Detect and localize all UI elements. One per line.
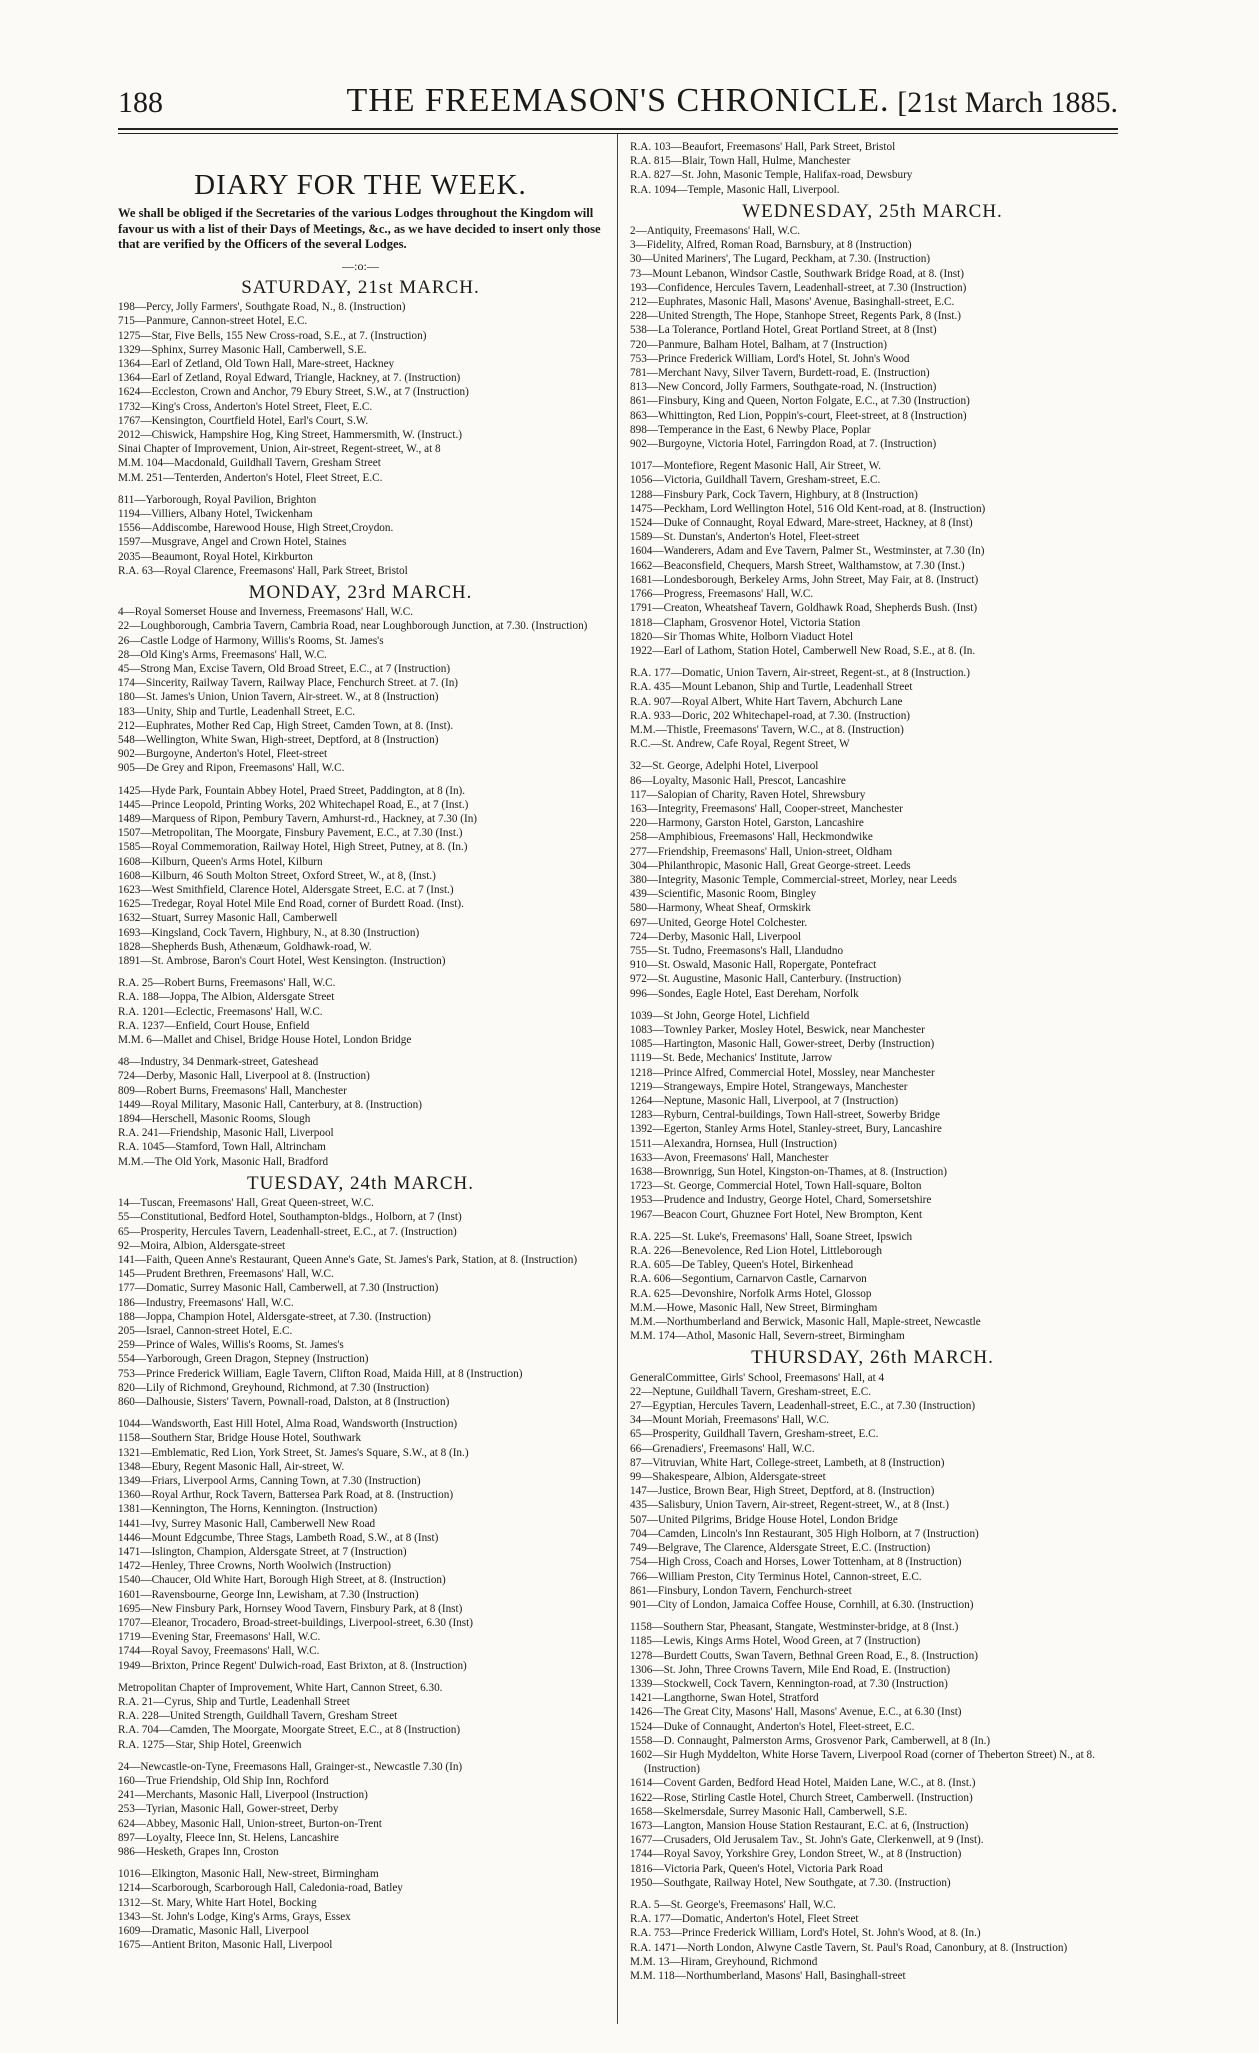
diary-entry: 1475—Peckham, Lord Wellington Hotel, 516 Old Kent-road, at 8. (Instruction) bbox=[630, 502, 986, 515]
diary-entry: 14—Tuscan, Freemasons' Hall, Great Queen-street, W.C. bbox=[118, 1197, 374, 1210]
diary-entry: 1445—Prince Leopold, Printing Works, 202 Whitechapel Road, E., at 7 (Inst.) bbox=[118, 798, 469, 811]
diary-entry: R.A. 1471—North London, Alwyne Castle Tavern, St. Paul's Road, Canonbury, at 8. (Instruction) bbox=[630, 1941, 1068, 1954]
diary-entry: 1675—Antient Briton, Masonic Hall, Liverpool bbox=[118, 1939, 333, 1952]
entry-group bbox=[118, 1867, 603, 1952]
saturday-heading: SATURDAY, 21st MARCH. bbox=[241, 276, 480, 298]
diary-entry: R.A. 933—Doric, 202 Whitechapel-road, at 7.30. (Instruction) bbox=[630, 709, 911, 722]
diary-entry: 258—Amphibious, Freemasons' Hall, Heckmondwike bbox=[630, 831, 873, 844]
diary-entry: 22—Neptune, Guildhall Tavern, Gresham-street, E.C. bbox=[630, 1385, 872, 1398]
diary-entry: 1511—Alexandra, Hornsea, Hull (Instruction) bbox=[630, 1137, 837, 1150]
wednesday-list bbox=[630, 224, 1115, 1343]
diary-entry: 1421—Langthorne, Swan Hotel, Stratford bbox=[630, 1692, 819, 1705]
diary-entry: M.M. 118—Northumberland, Masons' Hall, Basinghall-street bbox=[630, 1969, 906, 1982]
diary-entry: 809—Robert Burns, Freemasons' Hall, Manchester bbox=[118, 1084, 347, 1097]
diary-entry: 2—Antiquity, Freemasons' Hall, W.C. bbox=[630, 225, 801, 238]
diary-entry: M.M.—Howe, Masonic Hall, New Street, Birmingham bbox=[630, 1301, 878, 1314]
left-column bbox=[118, 144, 603, 1960]
diary-entry: 1540—Chaucer, Old White Hart, Borough High Street, at 8. (Instruction) bbox=[118, 1574, 446, 1587]
diary-entry: 34—Mount Moriah, Freemasons' Hall, W.C. bbox=[630, 1414, 830, 1427]
diary-entry: R.A. 1275—Star, Ship Hotel, Greenwich bbox=[118, 1738, 302, 1751]
entry-group bbox=[118, 1681, 603, 1752]
diary-entry: M.M.—Thistle, Freemasons' Tavern, W.C., at 8. (Instruction) bbox=[630, 723, 904, 736]
diary-entry: 99—Shakespeare, Albion, Aldersgate-street bbox=[630, 1471, 826, 1484]
diary-intro: We shall be obliged if the Secretaries of the various Lodges throughout the Kingdom will favour us with a list of their Days of Meetings, &c., as we have decided to insert only those that are verified by the Officers of the several Lodges. bbox=[118, 206, 601, 252]
diary-entry: 1622—Rose, Stirling Castle Hotel, Church Street, Camberwell. (Instruction) bbox=[630, 1791, 973, 1804]
diary-entry: R.A. 226—Benevolence, Red Lion Hotel, Littleborough bbox=[630, 1245, 882, 1258]
entry-group bbox=[118, 1760, 603, 1859]
diary-entry: R.A. 753—Prince Frederick William, Lord's Hotel, St. John's Wood, at 8. (In.) bbox=[630, 1927, 981, 1940]
diary-entry: 1891—St. Ambrose, Baron's Court Hotel, West Kensington. (Instruction) bbox=[118, 955, 446, 968]
diary-entry: 753—Prince Frederick William, Eagle Tavern, Clifton Road, Maida Hill, at 8 (Instruction) bbox=[118, 1367, 523, 1380]
diary-entry: 1677—Crusaders, Old Jerusalem Tav., St. John's Gate, Clerkenwell, at 9 (Inst). bbox=[630, 1834, 984, 1847]
diary-entry: 1614—Covent Garden, Bedford Head Hotel, Maiden Lane, W.C., at 8. (Inst.) bbox=[630, 1777, 976, 1790]
diary-entry: 1766—Progress, Freemasons' Hall, W.C. bbox=[630, 588, 814, 601]
diary-entry: 1364—Earl of Zetland, Royal Edward, Triangle, Hackney, at 7. (Instruction) bbox=[118, 372, 461, 385]
diary-entry: 1744—Royal Savoy, Freemasons' Hall, W.C. bbox=[118, 1645, 320, 1658]
diary-entry: R.A. 625—Devonshire, Norfolk Arms Hotel, Glossop bbox=[630, 1287, 872, 1300]
diary-entry: 1381—Kennington, The Horns, Kennington. (Instruction) bbox=[118, 1503, 378, 1516]
diary-entry: 1056—Victoria, Guildhall Tavern, Gresham-street, E.C. bbox=[630, 474, 881, 487]
header-rule bbox=[118, 128, 1118, 130]
diary-entry: 1589—St. Dunstan's, Anderton's Hotel, Fleet-street bbox=[630, 531, 860, 544]
diary-entry: 253—Tyrian, Masonic Hall, Gower-street, Derby bbox=[118, 1803, 339, 1816]
diary-entry: 1625—Tredegar, Royal Hotel Mile End Road, corner of Burdett Road. (Inst). bbox=[118, 898, 464, 911]
diary-entry: 720—Panmure, Balham Hotel, Balham, at 7 (Instruction) bbox=[630, 338, 887, 351]
diary-entry: 147—Justice, Brown Bear, High Street, Deptford, at 8. (Instruction) bbox=[630, 1485, 935, 1498]
diary-entry: R.A. 188—Joppa, The Albion, Aldersgate Street bbox=[118, 991, 335, 1004]
diary-entry: 26—Castle Lodge of Harmony, Willis's Rooms, St. James's bbox=[118, 634, 384, 647]
diary-entry: R.A. 1201—Eclectic, Freemasons' Hall, W.C. bbox=[118, 1005, 323, 1018]
diary-entry: 507—United Pilgrims, Bridge House Hotel, London Bridge bbox=[630, 1513, 898, 1526]
diary-entry: 1219—Strangeways, Empire Hotel, Strangeways, Manchester bbox=[630, 1080, 908, 1093]
diary-entry: R.A. 606—Segontium, Carnarvon Castle, Carnarvon bbox=[630, 1273, 867, 1286]
diary-entry: 1818—Clapham, Grosvenor Hotel, Victoria Station bbox=[630, 616, 861, 629]
diary-entry: 1791—Creaton, Wheatsheaf Tavern, Goldhawk Road, Shepherds Bush. (Inst) bbox=[630, 602, 978, 615]
diary-entry: R.A. 5—St. George's, Freemasons' Hall, W.C. bbox=[630, 1898, 836, 1911]
diary-entry: 1158—Southern Star, Pheasant, Stangate, Westminster-bridge, at 8 (Inst.) bbox=[630, 1621, 959, 1634]
diary-entry: 548—Wellington, White Swan, High-street, Deptford, at 8 (Instruction) bbox=[118, 734, 439, 746]
diary-entry: 1472—Henley, Three Crowns, North Woolwich (Instruction) bbox=[118, 1560, 391, 1573]
diary-entry: 1632—Stuart, Surrey Masonic Hall, Camberwell bbox=[118, 912, 338, 925]
diary-entry: 1602—Sir Hugh Myddelton, White Horse Tavern, Liverpool Road (corner of Theberton Street) N., at 8. (Instruction) bbox=[630, 1748, 1095, 1776]
diary-entry: 48—Industry, 34 Denmark-street, Gateshead bbox=[118, 1056, 319, 1069]
page-number: 188 bbox=[118, 86, 163, 119]
diary-entry: R.A. 228—United Strength, Guildhall Tavern, Gresham Street bbox=[118, 1710, 398, 1723]
diary-entry: M.M. 174—Athol, Masonic Hall, Severn-street, Birmingham bbox=[630, 1330, 905, 1343]
diary-entry: 1218—Prince Alfred, Commercial Hotel, Mossley, near Manchester bbox=[630, 1066, 935, 1079]
diary-entry: 1723—St. George, Commercial Hotel, Town Hall-square, Bolton bbox=[630, 1180, 922, 1193]
diary-entry: 1609—Dramatic, Masonic Hall, Liverpool bbox=[118, 1925, 310, 1938]
entry-group bbox=[630, 759, 1115, 1000]
diary-entry: 86—Loyalty, Masonic Hall, Prescot, Lancashire bbox=[630, 774, 846, 787]
diary-entry: R.A. 605—De Tabley, Queen's Hotel, Birkenhead bbox=[630, 1259, 854, 1272]
diary-entry: 754—High Cross, Coach and Horses, Lower Tottenham, at 8 (Instruction) bbox=[630, 1556, 962, 1569]
diary-entry: 65—Prosperity, Guildhall Tavern, Gresham-street, E.C. bbox=[630, 1428, 879, 1441]
diary-entry: 755—St. Tudno, Freemasons's Hall, Llandudno bbox=[630, 944, 844, 957]
diary-entry: 228—United Strength, The Hope, Stanhope Street, Regents Park, 8 (Inst.) bbox=[630, 310, 962, 323]
diary-entry: 24—Newcastle-on-Tyne, Freemasons Hall, Grainger-st., Newcastle 7.30 (In) bbox=[118, 1760, 463, 1773]
diary-entry: 1329—Sphinx, Surrey Masonic Hall, Camberwell, S.E. bbox=[118, 343, 367, 356]
entry-group bbox=[630, 1371, 1115, 1612]
diary-entry: 1449—Royal Military, Masonic Hall, Canterbury, at 8. (Instruction) bbox=[118, 1098, 422, 1111]
diary-entry: 2035—Beaumont, Royal Hotel, Kirkburton bbox=[118, 550, 313, 563]
monday-heading: MONDAY, 23rd MARCH. bbox=[248, 581, 473, 603]
newspaper-page bbox=[118, 80, 1118, 2034]
diary-entry: 554—Yarborough, Green Dragon, Stepney (Instruction) bbox=[118, 1353, 369, 1366]
diary-entry: 1039—St John, George Hotel, Lichfield bbox=[630, 1009, 810, 1022]
diary-entry: 1820—Sir Thomas White, Holborn Viaduct Hotel bbox=[630, 630, 854, 643]
diary-entry: 73—Mount Lebanon, Windsor Castle, Southwark Bridge Road, at 8. (Inst) bbox=[630, 267, 964, 280]
diary-entry: 66—Grenadiers', Freemasons' Hall, W.C. bbox=[630, 1442, 815, 1455]
diary-entry: R.A. 1045—Stamford, Town Hall, Altrincham bbox=[118, 1141, 326, 1154]
diary-entry: R.A. 177—Domatic, Anderton's Hotel, Fleet Street bbox=[630, 1913, 859, 1926]
diary-entry: 1264—Neptune, Masonic Hall, Liverpool, at 7 (Instruction) bbox=[630, 1095, 899, 1107]
entry-group bbox=[118, 1417, 603, 1673]
diary-entry: 724—Derby, Masonic Hall, Liverpool bbox=[630, 930, 802, 943]
tuesday-continued-list bbox=[630, 140, 1115, 197]
diary-entry: 986—Hesketh, Grapes Inn, Croston bbox=[118, 1846, 279, 1859]
diary-entry: 1767—Kensington, Courtfield Hotel, Earl's Court, S.W. bbox=[118, 414, 369, 427]
entry-group bbox=[630, 224, 1115, 451]
diary-entry: 996—Sondes, Eagle Hotel, East Dereham, Norfolk bbox=[630, 987, 859, 1000]
diary-entry: 1953—Prudence and Industry, George Hotel, Chard, Somersetshire bbox=[630, 1194, 932, 1207]
diary-entry: 1681—Londesborough, Berkeley Arms, John Street, May Fair, at 8. (Instruct) bbox=[630, 573, 979, 586]
saturday-list bbox=[118, 300, 603, 578]
diary-entry: R.A. 225—St. Luke's, Freemasons' Hall, Soane Street, Ipswich bbox=[630, 1230, 913, 1243]
diary-entry: 188—Joppa, Champion Hotel, Aldersgate-street, at 7.30. (Instruction) bbox=[118, 1310, 431, 1323]
diary-entry: 1471—Islington, Champion, Aldersgate Street, at 7 (Instruction) bbox=[118, 1545, 407, 1558]
diary-entry: 1016—Elkington, Masonic Hall, New-street, Birmingham bbox=[118, 1868, 379, 1881]
thursday-list bbox=[630, 1371, 1115, 1984]
diary-entry: 183—Unity, Ship and Turtle, Leadenhall Street, E.C. bbox=[118, 705, 355, 718]
thursday-heading: THURSDAY, 26th MARCH. bbox=[751, 1347, 994, 1369]
diary-entry: 1044—Wandsworth, East Hill Hotel, Alma Road, Wandsworth (Instruction) bbox=[118, 1418, 458, 1431]
diary-entry: 1604—Wanderers, Adam and Eve Tavern, Palmer St., Westminster, at 7.30 (In) bbox=[630, 545, 985, 558]
diary-entry: 861—Finsbury, King and Queen, Norton Folgate, E.C., at 7.30 (Instruction) bbox=[630, 395, 970, 408]
wednesday-heading: WEDNESDAY, 25th MARCH. bbox=[742, 200, 1003, 222]
diary-entry: 304—Philanthropic, Masonic Hall, Great George-street. Leeds bbox=[630, 859, 911, 872]
diary-entry: 1633—Avon, Freemasons' Hall, Manchester bbox=[630, 1151, 829, 1164]
diary-entry: 1524—Duke of Connaught, Royal Edward, Mare-street, Hackney, at 8 (Inst) bbox=[630, 517, 973, 530]
diary-entry: 749—Belgrave, The Clarence, Aldersgate Street, E.C. (Instruction) bbox=[630, 1542, 931, 1555]
diary-entry: 1278—Burdett Coutts, Swan Tavern, Bethnal Green Road, E., 8. (Instruction) bbox=[630, 1649, 978, 1662]
diary-entry: 1719—Evening Star, Freemasons' Hall, W.C. bbox=[118, 1631, 321, 1644]
column-divider bbox=[617, 134, 618, 2024]
diary-entry: R.A. 21—Cyrus, Ship and Turtle, Leadenhall Street bbox=[118, 1696, 350, 1708]
entry-group bbox=[118, 784, 603, 969]
diary-entry: R.A. 704—Camden, The Moorgate, Moorgate Street, E.C., at 8 (Instruction) bbox=[118, 1724, 461, 1737]
entry-group bbox=[630, 666, 1115, 751]
diary-entry: M.M. 6—Mallet and Chisel, Bridge House Hotel, London Bridge bbox=[118, 1034, 412, 1047]
diary-entry: 32—St. George, Adelphi Hotel, Liverpool bbox=[630, 760, 819, 773]
diary-entry: 1732—King's Cross, Anderton's Hotel Street, Fleet, E.C. bbox=[118, 400, 373, 413]
diary-entry: 697—United, George Hotel Colchester. bbox=[630, 916, 808, 929]
diary-entry: Sinai Chapter of Improvement, Union, Air-street, Regent-street, W., at 8 bbox=[118, 443, 441, 456]
diary-entry: 813—New Concord, Jolly Farmers, Southgate-road, N. (Instruction) bbox=[630, 381, 937, 394]
diary-entry: 30—United Mariners', The Lugard, Peckham, at 7.30. (Instruction) bbox=[630, 253, 931, 266]
diary-entry: 1085—Hartington, Masonic Hall, Gower-street, Derby (Instruction) bbox=[630, 1038, 935, 1051]
diary-entry: 1707—Eleanor, Trocadero, Broad-street-buildings, Liverpool-street, 6.30 (Inst) bbox=[118, 1616, 473, 1629]
entry-group bbox=[630, 140, 1115, 197]
diary-entry: 380—Integrity, Masonic Temple, Commercial-street, Morley, near Leeds bbox=[630, 873, 957, 886]
diary-entry: 87—Vitruvian, White Hart, College-street, Lambeth, at 8 (Instruction) bbox=[630, 1456, 945, 1469]
diary-entry: 1426—The Great City, Masons' Hall, Masons' Avenue, E.C., at 6.30 (Inst) bbox=[630, 1706, 962, 1719]
diary-entry: 141—Faith, Queen Anne's Restaurant, Queen Anne's Gate, St. James's Park, Station, at 8. (Instruction) bbox=[118, 1253, 578, 1266]
separator: —:o:— bbox=[342, 258, 379, 273]
diary-entry: 1158—Southern Star, Bridge House Hotel, Southwark bbox=[118, 1432, 362, 1445]
diary-entry: 439—Scientific, Masonic Room, Bingley bbox=[630, 888, 817, 901]
diary-entry: 1283—Ryburn, Central-buildings, Town Hall-street, Sowerby Bridge bbox=[630, 1109, 940, 1122]
diary-entry: R.A. 435—Mount Lebanon, Ship and Turtle, Leadenhall Street bbox=[630, 681, 913, 694]
diary-entry: 1392—Egerton, Stanley Arms Hotel, Stanley-street, Bury, Lancashire bbox=[630, 1123, 942, 1136]
diary-entry: 3—Fidelity, Alfred, Roman Road, Barnsbury, at 8 (Instruction) bbox=[630, 239, 912, 252]
right-column bbox=[630, 140, 1115, 1991]
diary-entry: 820—Lily of Richmond, Greyhound, Richmond, at 7.30 (Instruction) bbox=[118, 1381, 430, 1394]
diary-entry: R.C.—St. Andrew, Cafe Royal, Regent Street, W bbox=[630, 738, 850, 751]
diary-entry: 145—Prudent Brethren, Freemasons' Hall, W.C. bbox=[118, 1268, 334, 1281]
page-header bbox=[118, 80, 1118, 126]
diary-entry: 177—Domatic, Surrey Masonic Hall, Camberwell, at 7.30 (Instruction) bbox=[118, 1282, 439, 1295]
diary-entry: 220—Harmony, Garston Hotel, Garston, Lancashire bbox=[630, 817, 864, 830]
publication-title: THE FREEMASON'S CHRONICLE. bbox=[346, 82, 890, 119]
diary-entry: 897—Loyalty, Fleece Inn, St. Helens, Lancashire bbox=[118, 1831, 339, 1844]
diary-entry: 65—Prosperity, Hercules Tavern, Leadenhall-street, E.C., at 7. (Instruction) bbox=[118, 1225, 457, 1238]
diary-entry: 1275—Star, Five Bells, 155 New Cross-road, S.E., at 7. (Instruction) bbox=[118, 329, 427, 342]
diary-entry: 22—Loughborough, Cambria Tavern, Cambria Road, near Loughborough Junction, at 7.30. (Instruction) bbox=[118, 620, 588, 633]
tuesday-heading: TUESDAY, 24th MARCH. bbox=[247, 1172, 474, 1194]
diary-entry: 1638—Brownrigg, Sun Hotel, Kingston-on-Thames, at 8. (Instruction) bbox=[630, 1166, 947, 1179]
diary-entry: 1744—Royal Savoy, Yorkshire Grey, London Street, W., at 8 (Instruction) bbox=[630, 1848, 962, 1861]
diary-entry: 55—Constitutional, Bedford Hotel, Southampton-bldgs., Holborn, at 7 (Inst) bbox=[118, 1211, 462, 1224]
entry-group bbox=[630, 1898, 1115, 1983]
diary-entry: 1312—St. Mary, White Hart Hotel, Bocking bbox=[118, 1896, 317, 1909]
diary-entry: 1950—Southgate, Railway Hotel, New Southgate, at 7.30. (Instruction) bbox=[630, 1876, 951, 1889]
diary-entry: 1662—Beaconsfield, Chequers, Marsh Street, Walthamstow, at 7.30 (Inst.) bbox=[630, 559, 965, 572]
diary-entry: 902—Burgoyne, Victoria Hotel, Farringdon Road, at 7. (Instruction) bbox=[630, 438, 937, 451]
diary-title: DIARY FOR THE WEEK. bbox=[194, 169, 527, 201]
diary-entry: 860—Dalhousie, Sisters' Tavern, Pownall-road, Dalston, at 8 (Instruction) bbox=[118, 1395, 450, 1408]
diary-entry: 766—William Preston, City Terminus Hotel, Cannon-street, E.C. bbox=[630, 1570, 922, 1583]
diary-entry: 861—Finsbury, London Tavern, Fenchurch-street bbox=[630, 1584, 852, 1597]
diary-entry: 1348—Ebury, Regent Masonic Hall, Air-street, W. bbox=[118, 1460, 345, 1473]
monday-list bbox=[118, 605, 603, 1169]
diary-entry: 1083—Townley Parker, Mosley Hotel, Beswick, near Manchester bbox=[630, 1023, 925, 1036]
diary-entry: M.M. 13—Hiram, Greyhound, Richmond bbox=[630, 1955, 818, 1968]
diary-entry: R.A. 1094—Temple, Masonic Hall, Liverpool. bbox=[630, 183, 840, 196]
diary-entry: M.M. 251—Tenterden, Anderton's Hotel, Fleet Street, E.C. bbox=[118, 471, 383, 484]
entry-group bbox=[118, 300, 603, 485]
diary-entry: 27—Egyptian, Hercules Tavern, Leadenhall-street, E.C., at 7.30 (Instruction) bbox=[630, 1400, 976, 1413]
diary-entry: 1816—Victoria Park, Queen's Hotel, Victoria Park Road bbox=[630, 1862, 883, 1875]
diary-entry: 1623—West Smithfield, Clarence Hotel, Aldersgate Street, E.C. at 7 (Inst.) bbox=[118, 884, 454, 897]
diary-entry: R.A. 241—Friendship, Masonic Hall, Liverpool bbox=[118, 1127, 334, 1140]
entry-group bbox=[630, 459, 1115, 658]
diary-entry: 972—St. Augustine, Masonic Hall, Canterbury. (Instruction) bbox=[630, 973, 902, 986]
diary-entry: 905—De Grey and Ripon, Freemasons' Hall, W.C. bbox=[118, 762, 345, 775]
diary-entry: 1185—Lewis, Kings Arms Hotel, Wood Green, at 7 (Instruction) bbox=[630, 1635, 921, 1648]
diary-entry: 1922—Earl of Lathom, Station Hotel, Camberwell New Road, S.E., at 8. (In. bbox=[630, 644, 976, 657]
diary-entry: 898—Temperance in the East, 6 Newby Place, Poplar bbox=[630, 423, 871, 436]
entry-group bbox=[118, 493, 603, 578]
entry-group bbox=[118, 976, 603, 1047]
diary-entry: 180—St. James's Union, Union Tavern, Air-street. W., at 8 (Instruction) bbox=[118, 691, 439, 704]
diary-entry: 1425—Hyde Park, Fountain Abbey Hotel, Praed Street, Paddington, at 8 (In). bbox=[118, 784, 466, 797]
diary-entry: 1194—Villiers, Albany Hotel, Twickenham bbox=[118, 507, 313, 520]
diary-entry: 241—Merchants, Masonic Hall, Liverpool (Instruction) bbox=[118, 1789, 368, 1802]
diary-entry: 1693—Kingsland, Cock Tavern, Highbury, N., at 8.30 (Instruction) bbox=[118, 926, 420, 939]
diary-entry: 1695—New Finsbury Park, Hornsey Wood Tavern, Finsbury Park, at 8 (Inst) bbox=[118, 1602, 463, 1615]
diary-entry: 1967—Beacon Court, Ghuznee Fort Hotel, New Brompton, Kent bbox=[630, 1208, 923, 1221]
diary-entry: 212—Euphrates, Mother Red Cap, High Street, Camden Town, at 8. (Inst). bbox=[118, 719, 454, 732]
diary-entry: GeneralCommittee, Girls' School, Freemasons' Hall, at 4 bbox=[630, 1371, 885, 1384]
diary-entry: 1585—Royal Commemoration, Railway Hotel, High Street, Putney, at 8. (In.) bbox=[118, 841, 468, 854]
diary-entry: 1597—Musgrave, Angel and Crown Hotel, Staines bbox=[118, 536, 347, 549]
diary-entry: R.A. 177—Domatic, Union Tavern, Air-street, Regent-st., at 8 (Instruction.) bbox=[630, 667, 970, 680]
diary-entry: 1828—Shepherds Bush, Athenæum, Goldhawk-road, W. bbox=[118, 940, 372, 953]
entry-group bbox=[118, 605, 603, 775]
diary-entry: 863—Whittington, Red Lion, Poppin's-court, Fleet-street, at 8 (Instruction) bbox=[630, 409, 967, 422]
diary-entry: 1321—Emblematic, Red Lion, York Street, St. James's Square, S.W., at 8 (In.) bbox=[118, 1446, 469, 1459]
diary-entry: 1288—Finsbury Park, Cock Tavern, Highbury, at 8 (Instruction) bbox=[630, 488, 918, 501]
diary-entry: 1601—Ravensbourne, George Inn, Lewisham, at 7.30 (Instruction) bbox=[118, 1588, 419, 1601]
diary-entry: 753—Prince Frederick William, Lord's Hotel, St. John's Wood bbox=[630, 352, 910, 365]
diary-entry: 1214—Scarborough, Scarborough Hall, Caledonia-road, Batley bbox=[118, 1882, 403, 1895]
diary-entry: 28—Old King's Arms, Freemasons' Hall, W.C. bbox=[118, 648, 327, 661]
diary-entry: 160—True Friendship, Old Ship Inn, Rochford bbox=[118, 1775, 329, 1788]
diary-entry: 724—Derby, Masonic Hall, Liverpool at 8. (Instruction) bbox=[118, 1070, 370, 1083]
diary-entry: 205—Israel, Cannon-street Hotel, E.C. bbox=[118, 1324, 293, 1337]
diary-entry: 259—Prince of Wales, Willis's Rooms, St. James's bbox=[118, 1339, 344, 1352]
diary-entry: 715—Panmure, Cannon-street Hotel, E.C. bbox=[118, 315, 308, 328]
diary-entry: R.A. 907—Royal Albert, White Hart Tavern, Abchurch Lane bbox=[630, 695, 903, 708]
diary-entry: 1489—Marquess of Ripon, Pembury Tavern, Amhurst-rd., Hackney, at 7.30 (In) bbox=[118, 813, 478, 826]
diary-entry: 1894—Herschell, Masonic Rooms, Slough bbox=[118, 1113, 311, 1126]
diary-entry: 1673—Langton, Mansion House Station Restaurant, E.C. at 6, (Instruction) bbox=[630, 1819, 969, 1832]
diary-entry: 277—Friendship, Freemasons' Hall, Union-street, Oldham bbox=[630, 845, 893, 858]
diary-entry: 1658—Skelmersdale, Surrey Masonic Hall, Camberwell, S.E. bbox=[630, 1805, 908, 1818]
diary-entry: Metropolitan Chapter of Improvement, White Hart, Cannon Street, 6.30. bbox=[118, 1681, 443, 1694]
diary-entry: 1343—St. John's Lodge, King's Arms, Grays, Essex bbox=[118, 1910, 351, 1923]
diary-entry: 901—City of London, Jamaica Coffee House, Cornhill, at 6.30. (Instruction) bbox=[630, 1598, 974, 1611]
diary-entry: 193—Confidence, Hercules Tavern, Leadenhall-street, at 7.30 (Instruction) bbox=[630, 281, 967, 294]
diary-entry: R.A. 815—Blair, Town Hall, Hulme, Manchester bbox=[630, 155, 851, 168]
diary-entry: 1608—Kilburn, Queen's Arms Hotel, Kilburn bbox=[118, 855, 323, 868]
diary-entry: 1441—Ivy, Surrey Masonic Hall, Camberwell New Road bbox=[118, 1517, 376, 1530]
diary-entry: 435—Salisbury, Union Tavern, Air-street, Regent-street, W., at 8 (Inst.) bbox=[630, 1499, 950, 1512]
diary-entry: 1524—Duke of Connaught, Anderton's Hotel, Fleet-street, E.C. bbox=[630, 1720, 915, 1733]
diary-entry: 811—Yarborough, Royal Pavilion, Brighton bbox=[118, 493, 317, 506]
diary-entry: 1306—St. John, Three Crowns Tavern, Mile End Road, E. (Instruction) bbox=[630, 1663, 951, 1676]
diary-entry: 198—Percy, Jolly Farmers', Southgate Road, N., 8. (Instruction) bbox=[118, 301, 406, 314]
columns bbox=[118, 134, 1118, 2034]
diary-entry: 163—Integrity, Freemasons' Hall, Cooper-street, Manchester bbox=[630, 802, 903, 815]
diary-entry: 1349—Friars, Liverpool Arms, Canning Town, at 7.30 (Instruction) bbox=[118, 1474, 421, 1487]
diary-entry: 1556—Addiscombe, Harewood House, High Street,Croydon. bbox=[118, 522, 394, 535]
diary-entry: 1339—Stockwell, Cock Tavern, Kennington-road, at 7.30 (Instruction) bbox=[630, 1677, 948, 1690]
diary-entry: R.A. 63—Royal Clarence, Freemasons' Hall, Park Street, Bristol bbox=[118, 564, 408, 577]
diary-entry: 1624—Eccleston, Crown and Anchor, 79 Ebury Street, S.W., at 7 (Instruction) bbox=[118, 386, 469, 399]
entry-group bbox=[118, 1196, 603, 1409]
diary-entry: 902—Burgoyne, Anderton's Hotel, Fleet-street bbox=[118, 748, 328, 761]
entry-group bbox=[630, 1009, 1115, 1222]
diary-entry: 624—Abbey, Masonic Hall, Union-street, Burton-on-Trent bbox=[118, 1817, 382, 1830]
entry-group bbox=[630, 1230, 1115, 1344]
diary-entry: 1446—Mount Edgcumbe, Three Stags, Lambeth Road, S.W., at 8 (Inst) bbox=[118, 1531, 439, 1544]
diary-entry: 580—Harmony, Wheat Sheaf, Ormskirk bbox=[630, 902, 811, 915]
diary-entry: 117—Salopian of Charity, Raven Hotel, Shrewsbury bbox=[630, 788, 866, 801]
diary-entry: 45—Strong Man, Excise Tavern, Old Broad Street, E.C., at 7 (Instruction) bbox=[118, 662, 451, 675]
diary-entry: 1507—Metropolitan, The Moorgate, Finsbury Pavement, E.C., at 7.30 (Inst.) bbox=[118, 827, 463, 840]
entry-group bbox=[118, 1055, 603, 1169]
diary-entry: M.M.—Northumberland and Berwick, Masonic Hall, Maple-street, Newcastle bbox=[630, 1316, 981, 1329]
diary-entry: 1608—Kilburn, 46 South Molton Street, Oxford Street, W., at 8, (Inst.) bbox=[118, 869, 436, 882]
diary-entry: R.A. 827—St. John, Masonic Temple, Halifax-road, Dewsbury bbox=[630, 169, 913, 182]
diary-entry: 781—Merchant Navy, Silver Tavern, Burdett-road, E. (Instruction) bbox=[630, 367, 930, 380]
diary-entry: 1558—D. Connaught, Palmerston Arms, Grosvenor Park, Camberwell, at 8 (In.) bbox=[630, 1734, 991, 1747]
diary-entry: R.A. 103—Beaufort, Freemasons' Hall, Park Street, Bristol bbox=[630, 141, 896, 153]
diary-entry: R.A. 25—Robert Burns, Freemasons' Hall, W.C. bbox=[118, 977, 336, 990]
diary-entry: 1364—Earl of Zetland, Old Town Hall, Mare-street, Hackney bbox=[118, 357, 395, 370]
diary-entry: 1017—Montefiore, Regent Masonic Hall, Air Street, W. bbox=[630, 460, 882, 473]
diary-entry: M.M.—The Old York, Masonic Hall, Bradford bbox=[118, 1155, 329, 1168]
tuesday-list bbox=[118, 1196, 603, 1952]
issue-date: [21st March 1885. bbox=[897, 86, 1118, 119]
diary-entry: 92—Moira, Albion, Aldersgate-street bbox=[118, 1239, 286, 1252]
diary-entry: 186—Industry, Freemasons' Hall, W.C. bbox=[118, 1296, 294, 1309]
diary-entry: 4—Royal Somerset House and Inverness, Freemasons' Hall, W.C. bbox=[118, 606, 414, 619]
diary-entry: 174—Sincerity, Railway Tavern, Railway Place, Fenchurch Street. at 7. (In) bbox=[118, 677, 459, 690]
diary-entry: 1360—Royal Arthur, Rock Tavern, Battersea Park Road, at 8. (Instruction) bbox=[118, 1489, 454, 1502]
diary-entry: R.A. 1237—Enfield, Court House, Enfield bbox=[118, 1019, 310, 1032]
entry-group bbox=[630, 1620, 1115, 1890]
diary-entry: 704—Camden, Lincoln's Inn Restaurant, 305 High Holborn, at 7 (Instruction) bbox=[630, 1527, 979, 1540]
diary-entry: M.M. 104—Macdonald, Guildhall Tavern, Gresham Street bbox=[118, 457, 381, 470]
diary-entry: 212—Euphrates, Masonic Hall, Masons' Avenue, Basinghall-street, E.C. bbox=[630, 296, 955, 309]
diary-entry: 538—La Tolerance, Portland Hotel, Great Portland Street, at 8 (Inst) bbox=[630, 324, 937, 337]
diary-entry: 1119—St. Bede, Mechanics' Institute, Jarrow bbox=[630, 1052, 833, 1065]
diary-entry: 910—St. Oswald, Masonic Hall, Ropergate, Pontefract bbox=[630, 959, 877, 972]
diary-entry: 2012—Chiswick, Hampshire Hog, King Street, Hammersmith, W. (Instruct.) bbox=[118, 428, 462, 441]
diary-entry: 1949—Brixton, Prince Regent' Dulwich-road, East Brixton, at 8. (Instruction) bbox=[118, 1659, 467, 1672]
